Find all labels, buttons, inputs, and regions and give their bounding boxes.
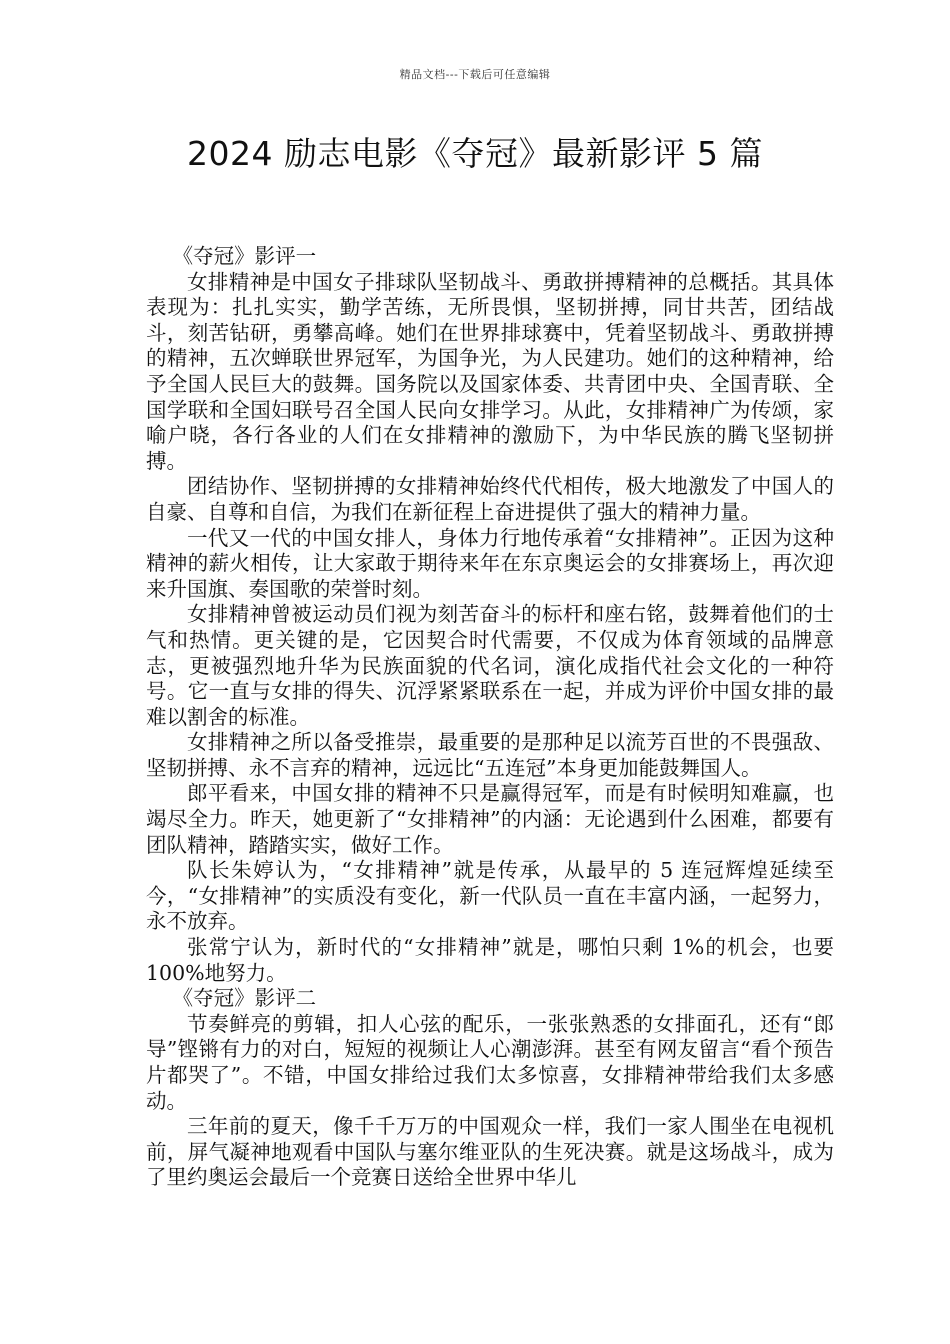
paragraph: 节奏鲜亮的剪辑，扣人心弦的配乐，一张张熟悉的女排面孔，还有“郎导”铿锵有力的对白，短短的视频让人心潮澎湃。甚至有网友留言“看个预告片都哭了”。不错，中国女排给过我们太多惊喜，女排精神带给我们太多感动。 <box>146 1011 834 1113</box>
paragraph: 队长朱婷认为，“女排精神”就是传承，从最早的 5 连冠辉煌延续至今，“女排精神”的实质没有变化，新一代队员一直在丰富内涵，一起努力，永不放弃。 <box>146 858 834 934</box>
paragraph: 张常宁认为，新时代的“女排精神”就是，哪怕只剩 1%的机会，也要 100%地努力。 <box>146 935 834 985</box>
review-heading: 《夺冠》影评二 <box>172 986 317 1011</box>
review-heading: 《夺冠》影评一 <box>172 244 317 268</box>
header-note: 精品文档---下载后可任意编辑 <box>399 68 551 81</box>
paragraph: 三年前的夏天，像千千万万的中国观众一样，我们一家人围坐在电视机前，屏气凝神地观看中国队与塞尔维亚队的生死决赛。就是这场战斗，成为了里约奥运会最后一个竞赛日送给全世界中华儿 <box>146 1114 834 1190</box>
paragraph: 一代又一代的中国女排人，身体力行地传承着“女排精神”。正因为这种精神的薪火相传，让大家敢于期待来年在东京奥运会的女排赛场上，再次迎来升国旗、奏国歌的荣誉时刻。 <box>146 525 834 601</box>
paragraph: 女排精神是中国女子排球队坚韧战斗、勇敢拼搏精神的总概括。其具体表现为：扎扎实实，勤学苦练，无所畏惧，坚韧拼搏，同甘共苦，团结战斗，刻苦钻研，勇攀高峰。她们在世界排球赛中，凭着坚韧战斗、勇敢拼搏的精神，五次蝉联世界冠军，为国争光，为人民建功。她们的这种精神，给予全国人民巨大的鼓舞。国务院以及国家体委、共青团中央、全国青联、全国学联和全国妇联号召全国人民向女排学习。从此，女排精神广为传颂，家喻户晓，各行各业的人们在女排精神的激励下，为中华民族的腾飞坚韧拼搏。 <box>146 269 834 473</box>
paragraph: 团结协作、坚韧拼搏的女排精神始终代代相传，极大地激发了中国人的自豪、自尊和自信，为我们在新征程上奋进提供了强大的精神力量。 <box>146 474 834 524</box>
paragraph: 女排精神曾被运动员们视为刻苦奋斗的标杆和座右铭，鼓舞着他们的士气和热情。更关键的是，它因契合时代需要，不仅成为体育领域的品牌意志，更被强烈地升华为民族面貌的代名词，演化成指代社会文化的一种符号。它一直与女排的得失、沉浮紧紧联系在一起，并成为评价中国女排的最难以割舍的标准。 <box>146 602 834 729</box>
article-body <box>146 244 834 1191</box>
paragraph: 女排精神之所以备受推崇，最重要的是那种足以流芳百世的不畏强敌、坚韧拼搏、永不言弃的精神，远远比“五连冠”本身更加能鼓舞国人。 <box>146 730 834 780</box>
page-title: 2024 励志电影《夺冠》最新影评 5 篇 <box>187 134 763 173</box>
paragraph: 郎平看来，中国女排的精神不只是赢得冠军，而是有时候明知难赢，也竭尽全力。昨天，她更新了“女排精神”的内涵：无论遇到什么困难，都要有团队精神，踏踏实实，做好工作。 <box>146 781 834 857</box>
